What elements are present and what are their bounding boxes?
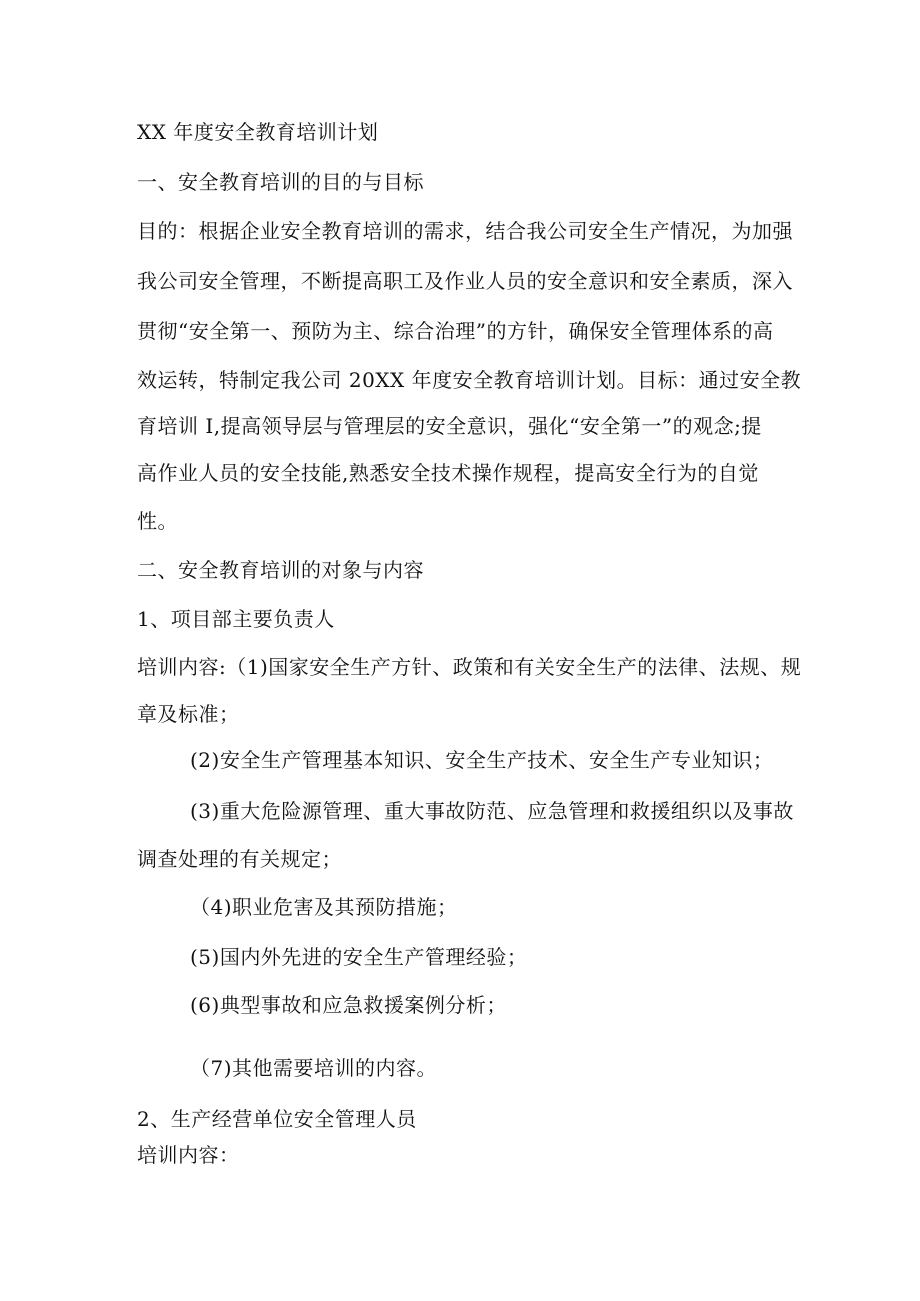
training-point: (2)安全生产管理基本知识、安全生产技术、安全生产专业知识； — [190, 748, 774, 772]
training-point: (3)重大危险源管理、重大事故防范、应急管理和救援组织以及事故 — [190, 799, 794, 823]
document-title: XX 年度安全教育培训计划 — [137, 120, 379, 144]
training-point: (5)国内外先进的安全生产管理经验； — [190, 945, 528, 969]
section-1-heading: 一、安全教育培训的目的与目标 — [137, 170, 424, 194]
training-point-continuation: 调查处理的有关规定； — [137, 847, 342, 871]
paragraph-line: 育培训 I,提高领导层与管理层的安全意识，强化“安全第一”的观念;提 — [137, 414, 762, 438]
training-point: (6)典型事故和应急救援案例分析； — [190, 993, 507, 1017]
paragraph-line: 我公司安全管理，不断提高职工及作业人员的安全意识和安全素质，深入 — [137, 269, 793, 293]
paragraph-line: 贯彻“安全第一、预防为主、综合治理”的方针，确保安全管理体系的高 — [137, 319, 774, 343]
paragraph-line: 性。 — [137, 509, 178, 533]
paragraph-line: 效运转，特制定我公司 20XX 年度安全教育培训计划。目标：通过安全教 — [137, 368, 802, 392]
training-point: （4)职业危害及其预防措施； — [190, 895, 458, 919]
training-content-line: 章及标准； — [137, 702, 240, 726]
item-2-heading: 2、生产经营单位安全管理人员 — [137, 1107, 417, 1131]
item-1-heading: 1、项目部主要负责人 — [137, 607, 335, 631]
section-2-heading: 二、安全教育培训的对象与内容 — [137, 558, 424, 582]
paragraph-line: 目的：根据企业安全教育培训的需求，结合我公司安全生产情况，为加强 — [137, 219, 793, 243]
training-point: （7)其他需要培训的内容。 — [190, 1056, 438, 1080]
paragraph-line: 高作业人员的安全技能,熟悉安全技术操作规程，提高安全行为的自觉 — [137, 461, 759, 485]
training-content-label: 培训内容： — [137, 1143, 240, 1167]
training-content-line: 培训内容:（1)国家安全生产方针、政策和有关安全生产的法律、法规、规 — [137, 655, 802, 679]
